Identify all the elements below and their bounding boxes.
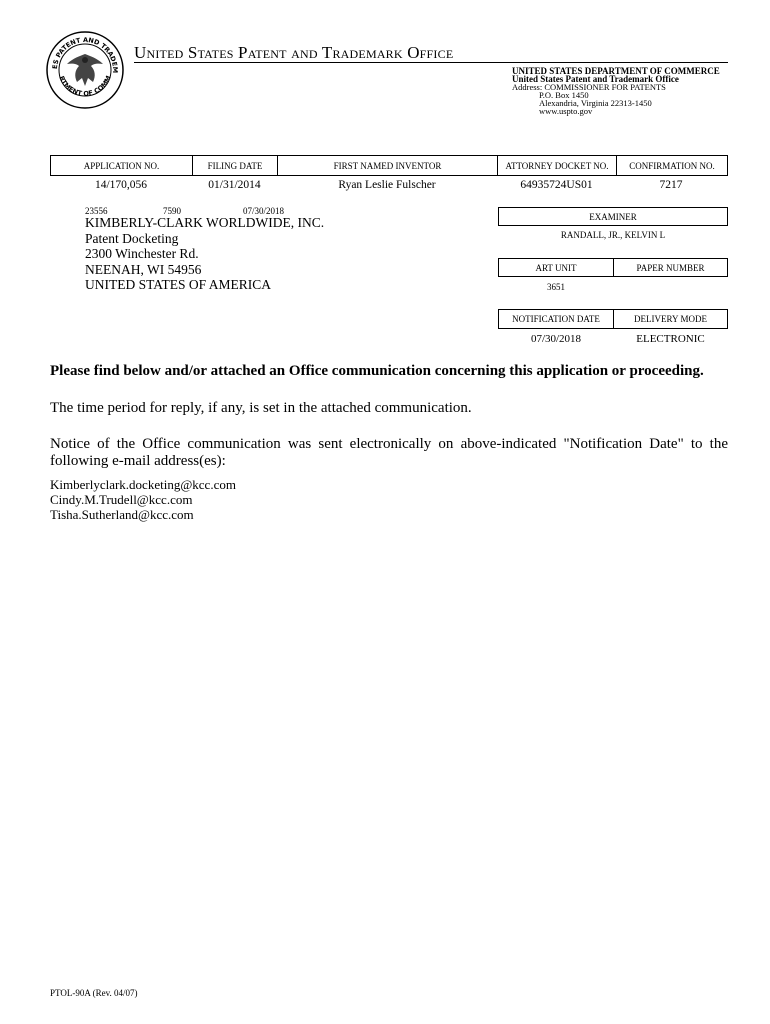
office-name: United States Patent and Trademark Office	[512, 74, 679, 84]
seal-bottom-text: RTMENT OF COMM	[57, 74, 113, 98]
examiner-name: RANDALL, JR., KELVIN L	[560, 230, 666, 240]
website: www.uspto.gov	[539, 106, 593, 116]
attorney-docket-header: ATTORNEY DOCKET NO.	[498, 156, 617, 175]
art-unit-header: ART UNIT	[498, 258, 614, 277]
notification-date: 07/30/2018	[530, 333, 582, 345]
correspondence-address	[85, 215, 324, 293]
application-no-header: APPLICATION NO.	[51, 156, 193, 175]
confirmation-no: 7217	[659, 179, 683, 191]
application-info-header	[50, 155, 728, 176]
attorney-docket-no: 64935724US01	[520, 179, 593, 191]
notification-text: Notice of the Office communication was sent electronically on above-indicated "Notification Date" to the following e-mail address(es):	[50, 436, 728, 469]
department-address-block	[512, 67, 720, 115]
office-title-text: United States Patent and Trademark Office	[134, 43, 454, 62]
first-inventor-header: FIRST NAMED INVENTOR	[278, 156, 498, 175]
delivery-mode: ELECTRONIC	[636, 333, 705, 345]
form-id: PTOL-90A (Rev. 04/07)	[50, 988, 138, 998]
filing-date-header: FILING DATE	[193, 156, 278, 175]
customer-number: 23556	[85, 206, 108, 216]
seal-top-text: ES PATENT AND TRADEM	[50, 35, 120, 74]
department-name: UNITED STATES DEPARTMENT OF COMMERCE	[512, 66, 720, 76]
examiner-header: EXAMINER	[498, 207, 728, 226]
correspondence-date: 07/30/2018	[243, 206, 285, 216]
city: Alexandria, Virginia 22313-1450	[539, 98, 652, 108]
application-no: 14/170,056	[94, 179, 148, 191]
correspondence-code: 7590	[163, 206, 181, 216]
address-line: NEENAH, WI 54956	[85, 261, 202, 277]
po-box: P.O. Box 1450	[539, 90, 589, 100]
reply-period-text: The time period for reply, if any, is set in the attached communication.	[50, 400, 472, 416]
address-label: Address: COMMISSIONER FOR PATENTS	[512, 82, 666, 92]
address-line: 2300 Winchester Rd.	[85, 246, 199, 261]
paper-number-header: PAPER NUMBER	[613, 258, 728, 277]
uspto-seal-icon	[45, 30, 125, 110]
address-line: Patent Docketing	[85, 230, 179, 246]
email-list	[50, 477, 236, 522]
confirmation-no-header: CONFIRMATION NO.	[629, 160, 715, 171]
notification-date-header: NOTIFICATION DATE	[498, 309, 614, 329]
email-address: Kimberlyclark.docketing@kcc.com	[50, 477, 236, 492]
application-info-values	[50, 179, 728, 191]
delivery-mode-header: DELIVERY MODE	[613, 309, 728, 329]
office-title	[134, 43, 453, 63]
email-address: Cindy.M.Trudell@kcc.com	[50, 492, 193, 507]
first-inventor: Ryan Leslie Fulscher	[338, 179, 436, 191]
header-rule	[134, 62, 728, 63]
address-line: UNITED STATES OF AMERICA	[85, 277, 272, 292]
notice-heading: Please find below and/or attached an Office communication concerning this application or proceeding.	[50, 363, 704, 379]
filing-date: 01/31/2014	[208, 179, 261, 191]
art-unit: 3651	[547, 282, 565, 292]
address-line: KIMBERLY-CLARK WORLDWIDE, INC.	[85, 215, 325, 230]
email-address: Tisha.Sutherland@kcc.com	[50, 507, 194, 522]
